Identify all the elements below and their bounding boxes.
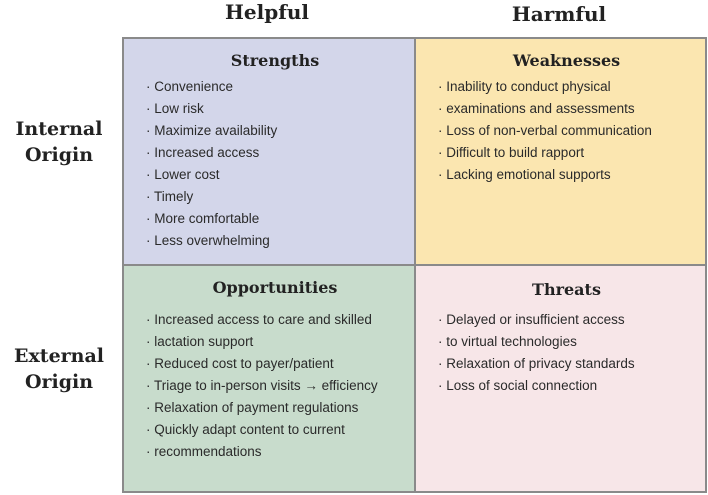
list-item: · Difficult to build rapport	[428, 142, 705, 164]
list-item: · Inability to conduct physical	[428, 76, 705, 98]
strengths-list	[136, 76, 414, 252]
list-item: · Relaxation of payment regulations	[136, 397, 414, 419]
list-item: · examinations and assessments	[428, 98, 705, 120]
weaknesses-list	[428, 76, 705, 186]
row-header-external	[0, 343, 118, 395]
row-header-external-line1: External	[13, 345, 105, 367]
opportunities-quadrant	[122, 264, 416, 493]
row-header-internal	[0, 116, 118, 168]
strengths-title: Strengths	[230, 51, 320, 70]
list-item: · Increased access to care and skilled	[136, 309, 414, 331]
list-item: · Convenience	[136, 76, 414, 98]
list-item: · Less overwhelming	[136, 230, 414, 252]
list-item: · Low risk	[136, 98, 414, 120]
list-item: · to virtual technologies	[428, 331, 705, 353]
list-item: · Lower cost	[136, 164, 414, 186]
list-item: · Quickly adapt content to current	[136, 419, 414, 441]
weaknesses-quadrant	[414, 37, 707, 266]
list-item: · Timely	[136, 186, 414, 208]
threats-quadrant	[414, 264, 707, 493]
list-item: · Delayed or insufficient access	[428, 309, 705, 331]
column-header-helpful: Helpful	[225, 0, 309, 24]
weaknesses-title: Weaknesses	[512, 51, 621, 70]
threats-title: Threats	[532, 280, 601, 299]
list-item: · More comfortable	[136, 208, 414, 230]
list-item: · Maximize availability	[136, 120, 414, 142]
row-header-external-line2: Origin	[24, 371, 94, 393]
list-item: · recommendations	[136, 441, 414, 463]
list-item: · Relaxation of privacy standards	[428, 353, 705, 375]
row-header-internal-line2: Origin	[24, 144, 94, 166]
list-item: · lactation support	[136, 331, 414, 353]
row-header-internal-line1: Internal	[15, 118, 103, 140]
list-item: · Triage to in-person visits → efficiency	[136, 375, 414, 397]
column-header-harmful: Harmful	[511, 2, 607, 26]
opportunities-list	[136, 309, 414, 463]
opportunities-title: Opportunities	[212, 278, 338, 297]
list-item: · Reduced cost to payer/patient	[136, 353, 414, 375]
threats-list	[428, 309, 705, 397]
list-item: · Loss of social connection	[428, 375, 705, 397]
list-item: · Loss of non-verbal communication	[428, 120, 705, 142]
strengths-quadrant	[122, 37, 416, 266]
list-item: · Increased access	[136, 142, 414, 164]
list-item: · Lacking emotional supports	[428, 164, 705, 186]
